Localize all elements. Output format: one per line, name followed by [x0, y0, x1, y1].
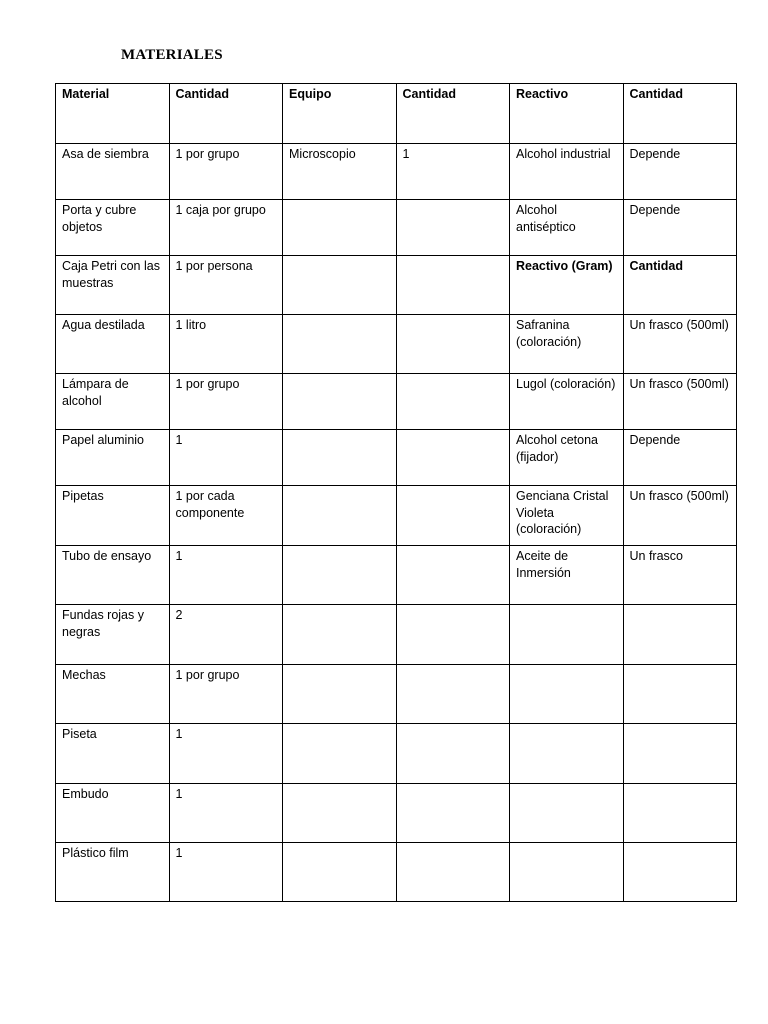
table-cell: 1	[169, 724, 283, 784]
table-cell: 1	[169, 546, 283, 605]
table-row	[56, 665, 737, 724]
table-row	[56, 256, 737, 315]
table-cell: Lámpara de alcohol	[56, 374, 170, 430]
table-cell	[510, 665, 624, 724]
table-cell: 1	[169, 784, 283, 843]
table-cell: Mechas	[56, 665, 170, 724]
table-cell	[283, 546, 397, 605]
table-cell: Asa de siembra	[56, 144, 170, 200]
table-cell: 1	[396, 144, 510, 200]
table-cell: Alcohol antiséptico	[510, 200, 624, 256]
table-cell	[396, 200, 510, 256]
table-cell	[283, 486, 397, 546]
page-title: MATERIALES	[121, 47, 223, 63]
table-cell	[510, 724, 624, 784]
table-cell	[396, 605, 510, 665]
materials-table	[55, 83, 737, 902]
table-cell	[283, 256, 397, 315]
table-cell	[283, 843, 397, 902]
table-row	[56, 784, 737, 843]
table-cell	[396, 486, 510, 546]
table-cell: 1 por persona	[169, 256, 283, 315]
table-cell	[283, 784, 397, 843]
table-cell: Depende	[623, 200, 737, 256]
table-cell	[396, 374, 510, 430]
table-cell: Genciana Cristal Violeta (coloración)	[510, 486, 624, 546]
table-cell	[396, 256, 510, 315]
table-cell: 1 litro	[169, 315, 283, 374]
table-cell	[396, 843, 510, 902]
table-cell: 1 caja por grupo	[169, 200, 283, 256]
table-cell: Depende	[623, 430, 737, 486]
table-cell: Porta y cubre objetos	[56, 200, 170, 256]
table-header-cell: Equipo	[283, 84, 397, 144]
table-cell: Un frasco (500ml)	[623, 374, 737, 430]
table-cell	[510, 784, 624, 843]
table-cell: Alcohol cetona (fijador)	[510, 430, 624, 486]
table-cell: Piseta	[56, 724, 170, 784]
table-cell: Depende	[623, 144, 737, 200]
table-cell	[623, 665, 737, 724]
table-cell: Un frasco (500ml)	[623, 486, 737, 546]
table-row	[56, 605, 737, 665]
table-row	[56, 430, 737, 486]
table-cell: Embudo	[56, 784, 170, 843]
table-cell: Fundas rojas y negras	[56, 605, 170, 665]
table-cell: 2	[169, 605, 283, 665]
table-cell	[283, 724, 397, 784]
table-cell	[510, 843, 624, 902]
table-cell	[623, 724, 737, 784]
table-cell: Papel aluminio	[56, 430, 170, 486]
table-row	[56, 374, 737, 430]
table-cell	[283, 200, 397, 256]
table-cell: Reactivo (Gram)	[510, 256, 624, 315]
table-row	[56, 843, 737, 902]
table-cell: 1 por grupo	[169, 665, 283, 724]
table-cell: Agua destilada	[56, 315, 170, 374]
table-cell	[396, 430, 510, 486]
table-cell	[283, 315, 397, 374]
table-cell: Safranina (coloración)	[510, 315, 624, 374]
table-cell	[283, 665, 397, 724]
table-cell: Lugol (coloración)	[510, 374, 624, 430]
table-cell: Tubo de ensayo	[56, 546, 170, 605]
table-cell	[396, 784, 510, 843]
table-cell	[623, 605, 737, 665]
table-header-cell: Cantidad	[623, 84, 737, 144]
table-cell	[283, 374, 397, 430]
table-header-cell: Cantidad	[396, 84, 510, 144]
table-cell	[623, 784, 737, 843]
table-cell: Caja Petri con las muestras	[56, 256, 170, 315]
table-row	[56, 724, 737, 784]
table-cell	[283, 430, 397, 486]
table-cell	[283, 605, 397, 665]
table-cell: 1	[169, 843, 283, 902]
table-cell: Cantidad	[623, 256, 737, 315]
table-row	[56, 144, 737, 200]
table-header-row	[56, 84, 737, 144]
table-cell: Plástico film	[56, 843, 170, 902]
table-row	[56, 200, 737, 256]
table-cell: 1 por cada componente	[169, 486, 283, 546]
table-cell	[396, 724, 510, 784]
table-row	[56, 486, 737, 546]
table-cell: Microscopio	[283, 144, 397, 200]
table-cell: 1 por grupo	[169, 374, 283, 430]
table-header-cell: Reactivo	[510, 84, 624, 144]
table-cell	[623, 843, 737, 902]
table-cell	[396, 546, 510, 605]
table-row	[56, 546, 737, 605]
table-cell: 1 por grupo	[169, 144, 283, 200]
materials-table-body	[56, 84, 737, 902]
table-cell	[396, 315, 510, 374]
table-cell	[510, 605, 624, 665]
table-cell	[396, 665, 510, 724]
table-cell: Pipetas	[56, 486, 170, 546]
table-header-cell: Cantidad	[169, 84, 283, 144]
table-cell: Aceite de Inmersión	[510, 546, 624, 605]
table-cell: Un frasco (500ml)	[623, 315, 737, 374]
table-header-cell: Material	[56, 84, 170, 144]
table-cell: 1	[169, 430, 283, 486]
table-cell: Un frasco	[623, 546, 737, 605]
table-row	[56, 315, 737, 374]
table-cell: Alcohol industrial	[510, 144, 624, 200]
